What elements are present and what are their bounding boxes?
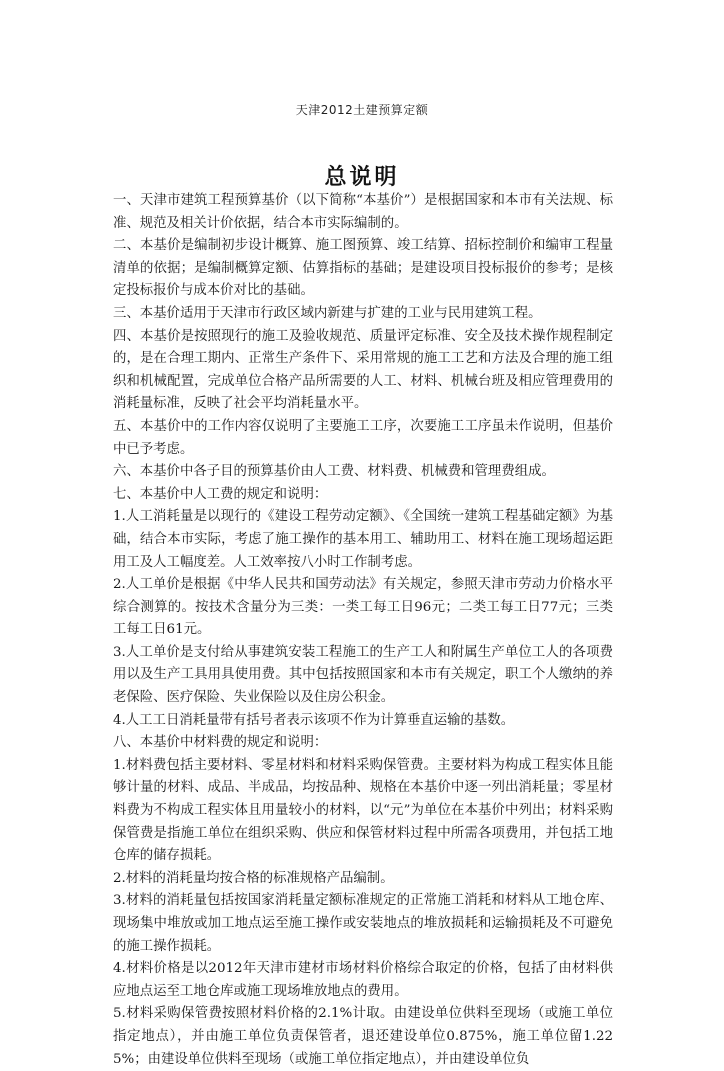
section-heading: 八、本基价中材料费的规定和说明： [113,735,328,751]
paragraph: 一、天津市建筑工程预算基价（以下简称“本基价”）是根据国家和本市有关法规、标准、规范及相关计价依据，结合本市实际编制的。 [113,193,613,231]
paragraph: 六、本基价中各子目的预算基价由人工费、材料费、机械费和管理费组成。 [113,464,555,480]
list-item: 3.材料的消耗量包括按国家消耗量定额标准规定的正常施工消耗和材料从工地仓库、现场集中堆放或加工地点运至施工操作或安装地点的堆放损耗和运输损耗及不可避免的施工操作损耗。 [113,893,613,954]
section-heading: 七、本基价中人工费的规定和说明： [113,486,328,502]
paragraph: 三、本基价适用于天津市行政区域内新建与扩建的工业与民用建筑工程。 [113,305,542,321]
paragraph: 五、本基价中的工作内容仅说明了主要施工工序，次要施工工序虽未作说明，但基价中已予考虑。 [113,418,613,457]
list-item: 1.材料费包括主要材料、零星材料和材料采购保管费。主要材料为构成工程实体且能够计量的材料、成品、半成品，均按品种、规格在本基价中逐一列出消耗量；零星材料费为不构成工程实体且用量较小的材料，以“元”为单位在本基价中列出；材料采购保管费是指施工单位在组织采购、供应和保管材料过程中所需各项费用，并包括工地仓库的储存损耗。 [113,757,613,864]
paragraph: 四、本基价是按照现行的施工及验收规范、质量评定标准、安全及技术操作规程制定的，是在合理工期内、正常生产条件下、采用常规的施工工艺和方法及合理的施工组织和机械配置，完成单位合格产品所需要的人工、材料、机械台班及相应管理费用的消耗量标准，反映了社会平均消耗量水平。 [113,328,613,412]
list-item: 4.材料价格是以2012年天津市建材市场材料价格综合取定的价格，包括了由材料供应地点运至工地仓库或施工现场堆放地点的费用。 [113,961,613,999]
page-header: 天津2012土建预算定额 [295,103,429,117]
list-item: 4.人工工日消耗量带有括号者表示该项不作为计算垂直运输的基数。 [113,712,515,728]
paragraph: 二、本基价是编制初步设计概算、施工图预算、竣工结算、招标控制价和编审工程量清单的依据；是编制概算定额、估算指标的基础；是建设项目投标报价的参考；是核定投标报价与成本价对比的基础。 [113,238,613,299]
document-body [113,190,613,1071]
list-item: 5.材料采购保管费按照材料价格的2.1%计取。由建设单位供料至现场（或施工单位指定地点），并由施工单位负责保管者，退还建设单位0.875%，施工单位留1.225%；由建设单位供料至现场（或施工单位指定地点），并由建设单位负 [113,1006,613,1067]
list-item: 2.人工单价是根据《中华人民共和国劳动法》有关规定，参照天津市劳动力价格水平综合测算的。按技术含量分为三类：一类工每工日96元；二类工每工日77元；三类工每工日61元。 [113,577,613,638]
list-item: 3.人工单价是支付给从事建筑安装工程施工的生产工人和附属生产单位工人的各项费用以及生产工具用具使用费。其中包括按照国家和本市有关规定，职工个人缴纳的养老保险、医疗保险、失业保险以及住房公积金。 [113,644,613,706]
list-item: 1.人工消耗量是以现行的《建设工程劳动定额》、《全国统一建筑工程基础定额》为基础，结合本市实际，考虑了施工操作的基本用工、辅助用工、材料在施工现场超运距用工及人工幅度差。人工效率按八小时工作制考虑。 [113,509,613,570]
page-title: 总说明 [324,165,400,190]
list-item: 2.材料的消耗量均按合格的标准规格产品编制。 [113,870,394,886]
